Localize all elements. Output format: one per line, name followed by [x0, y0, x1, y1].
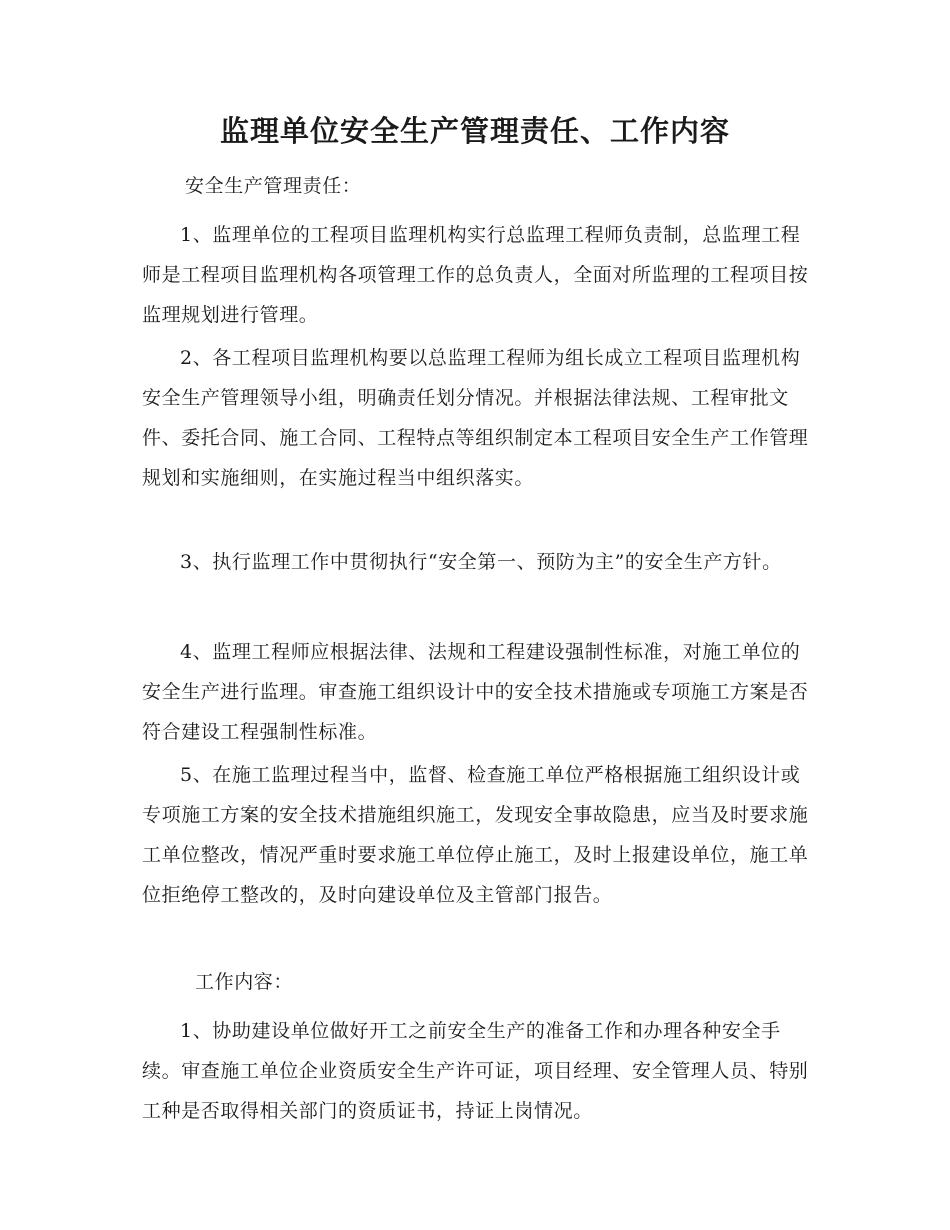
paragraph: 2、各工程项目监理机构要以总监理工程师为组长成立工程项目监理机构安全生产管理领导小组，明确责任划分情况。并根据法律法规、工程审批文件、委托合同、施工合同、工程特点等组织制定本工程项目安全生产工作管理规划和实施细则，在实施过程当中组织落实。 [142, 347, 809, 489]
paragraph: 1、监理单位的工程项目监理机构实行总监理工程师负责制，总监理工程师是工程项目监理机构各项管理工作的总负责人，全面对所监理的工程项目按监理规划进行管理。 [142, 224, 809, 326]
section-heading-work-content: 工作内容： [195, 971, 294, 993]
paragraph: 1、协助建设单位做好开工之前安全生产的准备工作和办理各种安全手续。审查施工单位企业资质安全生产许可证，项目经理、安全管理人员、特别工种是否取得相关部门的资质证书，持证上岗情况。 [142, 1020, 809, 1122]
section-heading-responsibility: 安全生产管理责任： [185, 175, 362, 197]
paragraph: 5、在施工监理过程当中，监督、检查施工单位严格根据施工组织设计或专项施工方案的安全技术措施组织施工，发现安全事故隐患，应当及时要求施工单位整改，情况严重时要求施工单位停止施工，及时上报建设单位，施工单位拒绝停工整改的，及时向建设单位及主管部门报告。 [142, 764, 809, 906]
paragraph: 3、执行监理工作中贯彻执行“安全第一、预防为主”的安全生产方针。 [180, 551, 782, 573]
paragraph: 4、监理工程师应根据法律、法规和工程建设强制性标准，对施工单位的安全生产进行监理。审查施工组织设计中的安全技术措施或专项施工方案是否符合建设工程强制性标准。 [142, 641, 809, 743]
document-title: 监理单位安全生产管理责任、工作内容 [219, 114, 730, 148]
